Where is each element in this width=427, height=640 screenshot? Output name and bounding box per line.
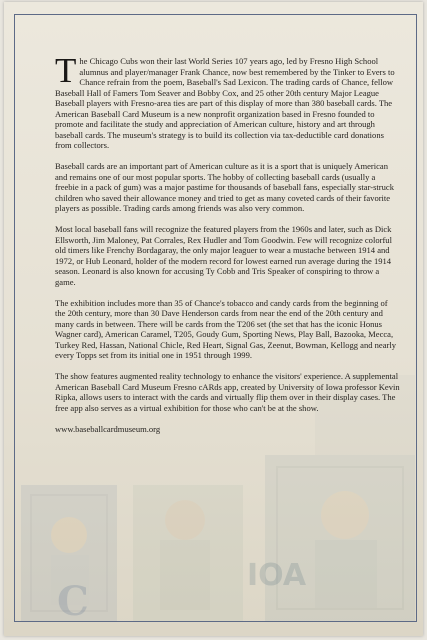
faded-card-left (21, 485, 117, 621)
exhibit-sign-board (4, 2, 423, 636)
faded-card-right-letters: IOA (247, 558, 307, 593)
paragraph-3: Most local baseball fans will recognize the featured players from the 1960s and later, such as Dick Ellsworth, Jim Maloney, Pat Corrales, Rex Hudler and Tom Goodwin. Few will recognize colorful old timers like Frenchy Bordagaray, the only major leaguer to wear a mustache between 1914 and 1972, or Hub Leonard, holder of the modern record for lowest earned run average during the 1914 season. Leonard is also known for accusing Ty Cobb and Tris Speaker of conspiring to throw a game. (55, 224, 392, 287)
faded-card-right (265, 455, 415, 621)
paragraph-1 (55, 51, 400, 151)
paragraph-5: The show features augmented reality technology to enhance the visitors' experience. A supplemental American Baseball Card Museum Fresno cARds app, created by University of Iowa professor Kevin Ripka, allows users to interact with the cards and virtually flip them over in their display cases. The free app also serves as a virtual exhibition for those who can't be at the show. (55, 371, 400, 413)
paragraph-4: The exhibition includes more than 35 of Chance's tobacco and candy cards from the beginning of the 20th century, more than 30 Dave Henderson cards from near the end of the 20th century and many cards in between. There will be cards from the T206 set (the set that has the iconic Honus Wagner card), American Caramel, T205, Goudy Gum, Sporting News, Play Ball, Bazooka, Mecca, Turkey Red, Hassan, National Chicle, Red Heart, Signal Gas, Zeenut, Bowman, Kellogg and nearly every Topps set from its initial one in 1951 through 1999. (55, 297, 397, 360)
paragraph-1-text: he Chicago Cubs won their last World Series 107 years ago, led by Fresno High School alumnus and player/manager Frank Chance, now best remembered by the Tinker to Evers to Chance refrain from the poem, Baseball's Sad Lexicon. The trading cards of Chance, fellow Baseball Hall of Famers Tom Seaver and Bobby Cox, and 25 other 20th century Major League Baseball players with Fresno-area ties are part of this display of more than 380 baseball cards. The American Baseball Card Museum is a new nonprofit organization based in Fresno founded to promote and facilitate the study and appreciation of American culture, history and art through baseball cards. The museum's strategy is to build its collection via tax-deductible card donations from collectors. (55, 56, 395, 150)
sign-body-text (55, 51, 400, 445)
faded-card-center (133, 485, 243, 621)
sign-border-frame (14, 14, 417, 622)
paragraph-2: Baseball cards are an important part of American culture as it is a sport that is uniquely American and remains one of our most popular sports. The hobby of collecting baseball cards (usually a freebie in a pack of gum) was a major pastime for thousands of baseball fans, especially star-struck children who saved their allowance money and tried to get as many coveted cards of their favorite players as possible. Trading cards among friends was also very common. (55, 161, 394, 213)
museum-website: www.baseballcardmuseum.org (55, 423, 161, 434)
drop-cap: T (55, 51, 77, 90)
faded-card-left-letter: C (57, 578, 89, 621)
